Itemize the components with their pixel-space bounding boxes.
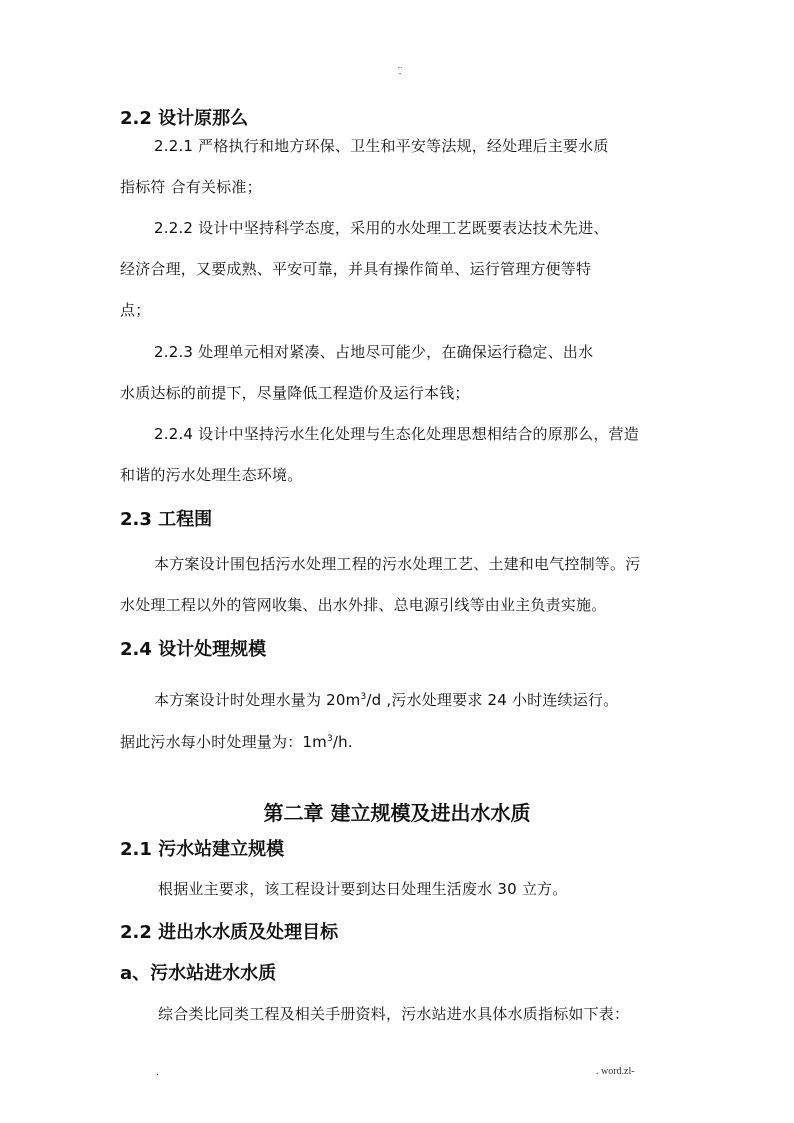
paragraph-2-2-2-line-2: 经济合理，又要成熟、平安可靠，并具有操作简单、运行管理方便等特 bbox=[120, 260, 592, 278]
superscript: 3 bbox=[360, 692, 367, 702]
section-heading-a-influent: a、污水站进水水质 bbox=[120, 963, 277, 984]
superscript: 3 bbox=[326, 734, 333, 744]
paragraph-2-2-1-line-1: 2.2.1 严格执行和地方环保、卫生和平安等法规，经处理后主要水质 bbox=[154, 137, 609, 155]
section-heading-2-1: 2.1 污水站建立规模 bbox=[120, 839, 285, 860]
text-run: 据此污水每小时处理量为：1m bbox=[120, 733, 327, 751]
paragraph-2-2-3-line-2: 水质达标的前提下，尽量降低工程造价及运行本钱； bbox=[120, 384, 470, 402]
paragraph-2-2-4-line-1: 2.2.4 设计中坚持污水生化处理与生态化处理思想相结合的原那么，营造 bbox=[154, 425, 639, 443]
paragraph-2-3-line-1: 本方案设计围包括污水处理工程的污水处理工艺、土建和电气控制等。污 bbox=[154, 555, 641, 573]
text-run: 本方案设计时处理水量为 20m bbox=[154, 691, 361, 709]
paragraph-2-2-1-line-2: 指标符 合有关标准； bbox=[120, 178, 262, 196]
section-heading-2-2: 2.2 设计原那么 bbox=[120, 108, 249, 129]
paragraph-2-4-line-1 bbox=[154, 689, 618, 710]
paragraph-2-3-line-2: 水处理工程以外的管网收集、出水外排、总电源引线等由业主负责实施。 bbox=[120, 596, 607, 614]
text-run: /d ,污水处理要求 24 小时连续运行。 bbox=[366, 691, 619, 709]
paragraph-2-4-line-2 bbox=[120, 731, 353, 752]
footer-right-text: . word.zl- bbox=[596, 1066, 635, 1077]
text-run: /h. bbox=[332, 733, 353, 751]
section-heading-2-3: 2.3 工程围 bbox=[120, 509, 213, 530]
section-heading-2-2-water-quality: 2.2 进出水水质及处理目标 bbox=[120, 922, 339, 943]
paragraph-2-2-3-line-1: 2.2.3 处理单元相对紧凑、占地尽可能少，在确保运行稳定、出水 bbox=[154, 343, 594, 361]
paragraph-2-2-2-line-1: 2.2.2 设计中坚持科学态度，采用的水处理工艺既要表达技术先进、 bbox=[154, 219, 609, 237]
chapter-title: 第二章 建立规模及进出水水质 bbox=[263, 801, 531, 825]
footer-left-mark: . bbox=[156, 1068, 159, 1078]
paragraph-2-2-2-line-3: 点； bbox=[120, 301, 151, 319]
paragraph-2-1-line-1: 根据业主要求，该工程设计要到达日处理生活废水 30 立方。 bbox=[158, 880, 568, 898]
section-heading-2-4: 2.4 设计处理规模 bbox=[120, 639, 267, 660]
paragraph-2-2-4-line-2: 和谐的污水处理生态环境。 bbox=[120, 466, 303, 484]
paragraph-a-line-1: 综合类比同类工程及相关手册资料，污水站进水具体水质指标如下表： bbox=[158, 1005, 630, 1023]
header-mark: .. - bbox=[397, 61, 403, 78]
